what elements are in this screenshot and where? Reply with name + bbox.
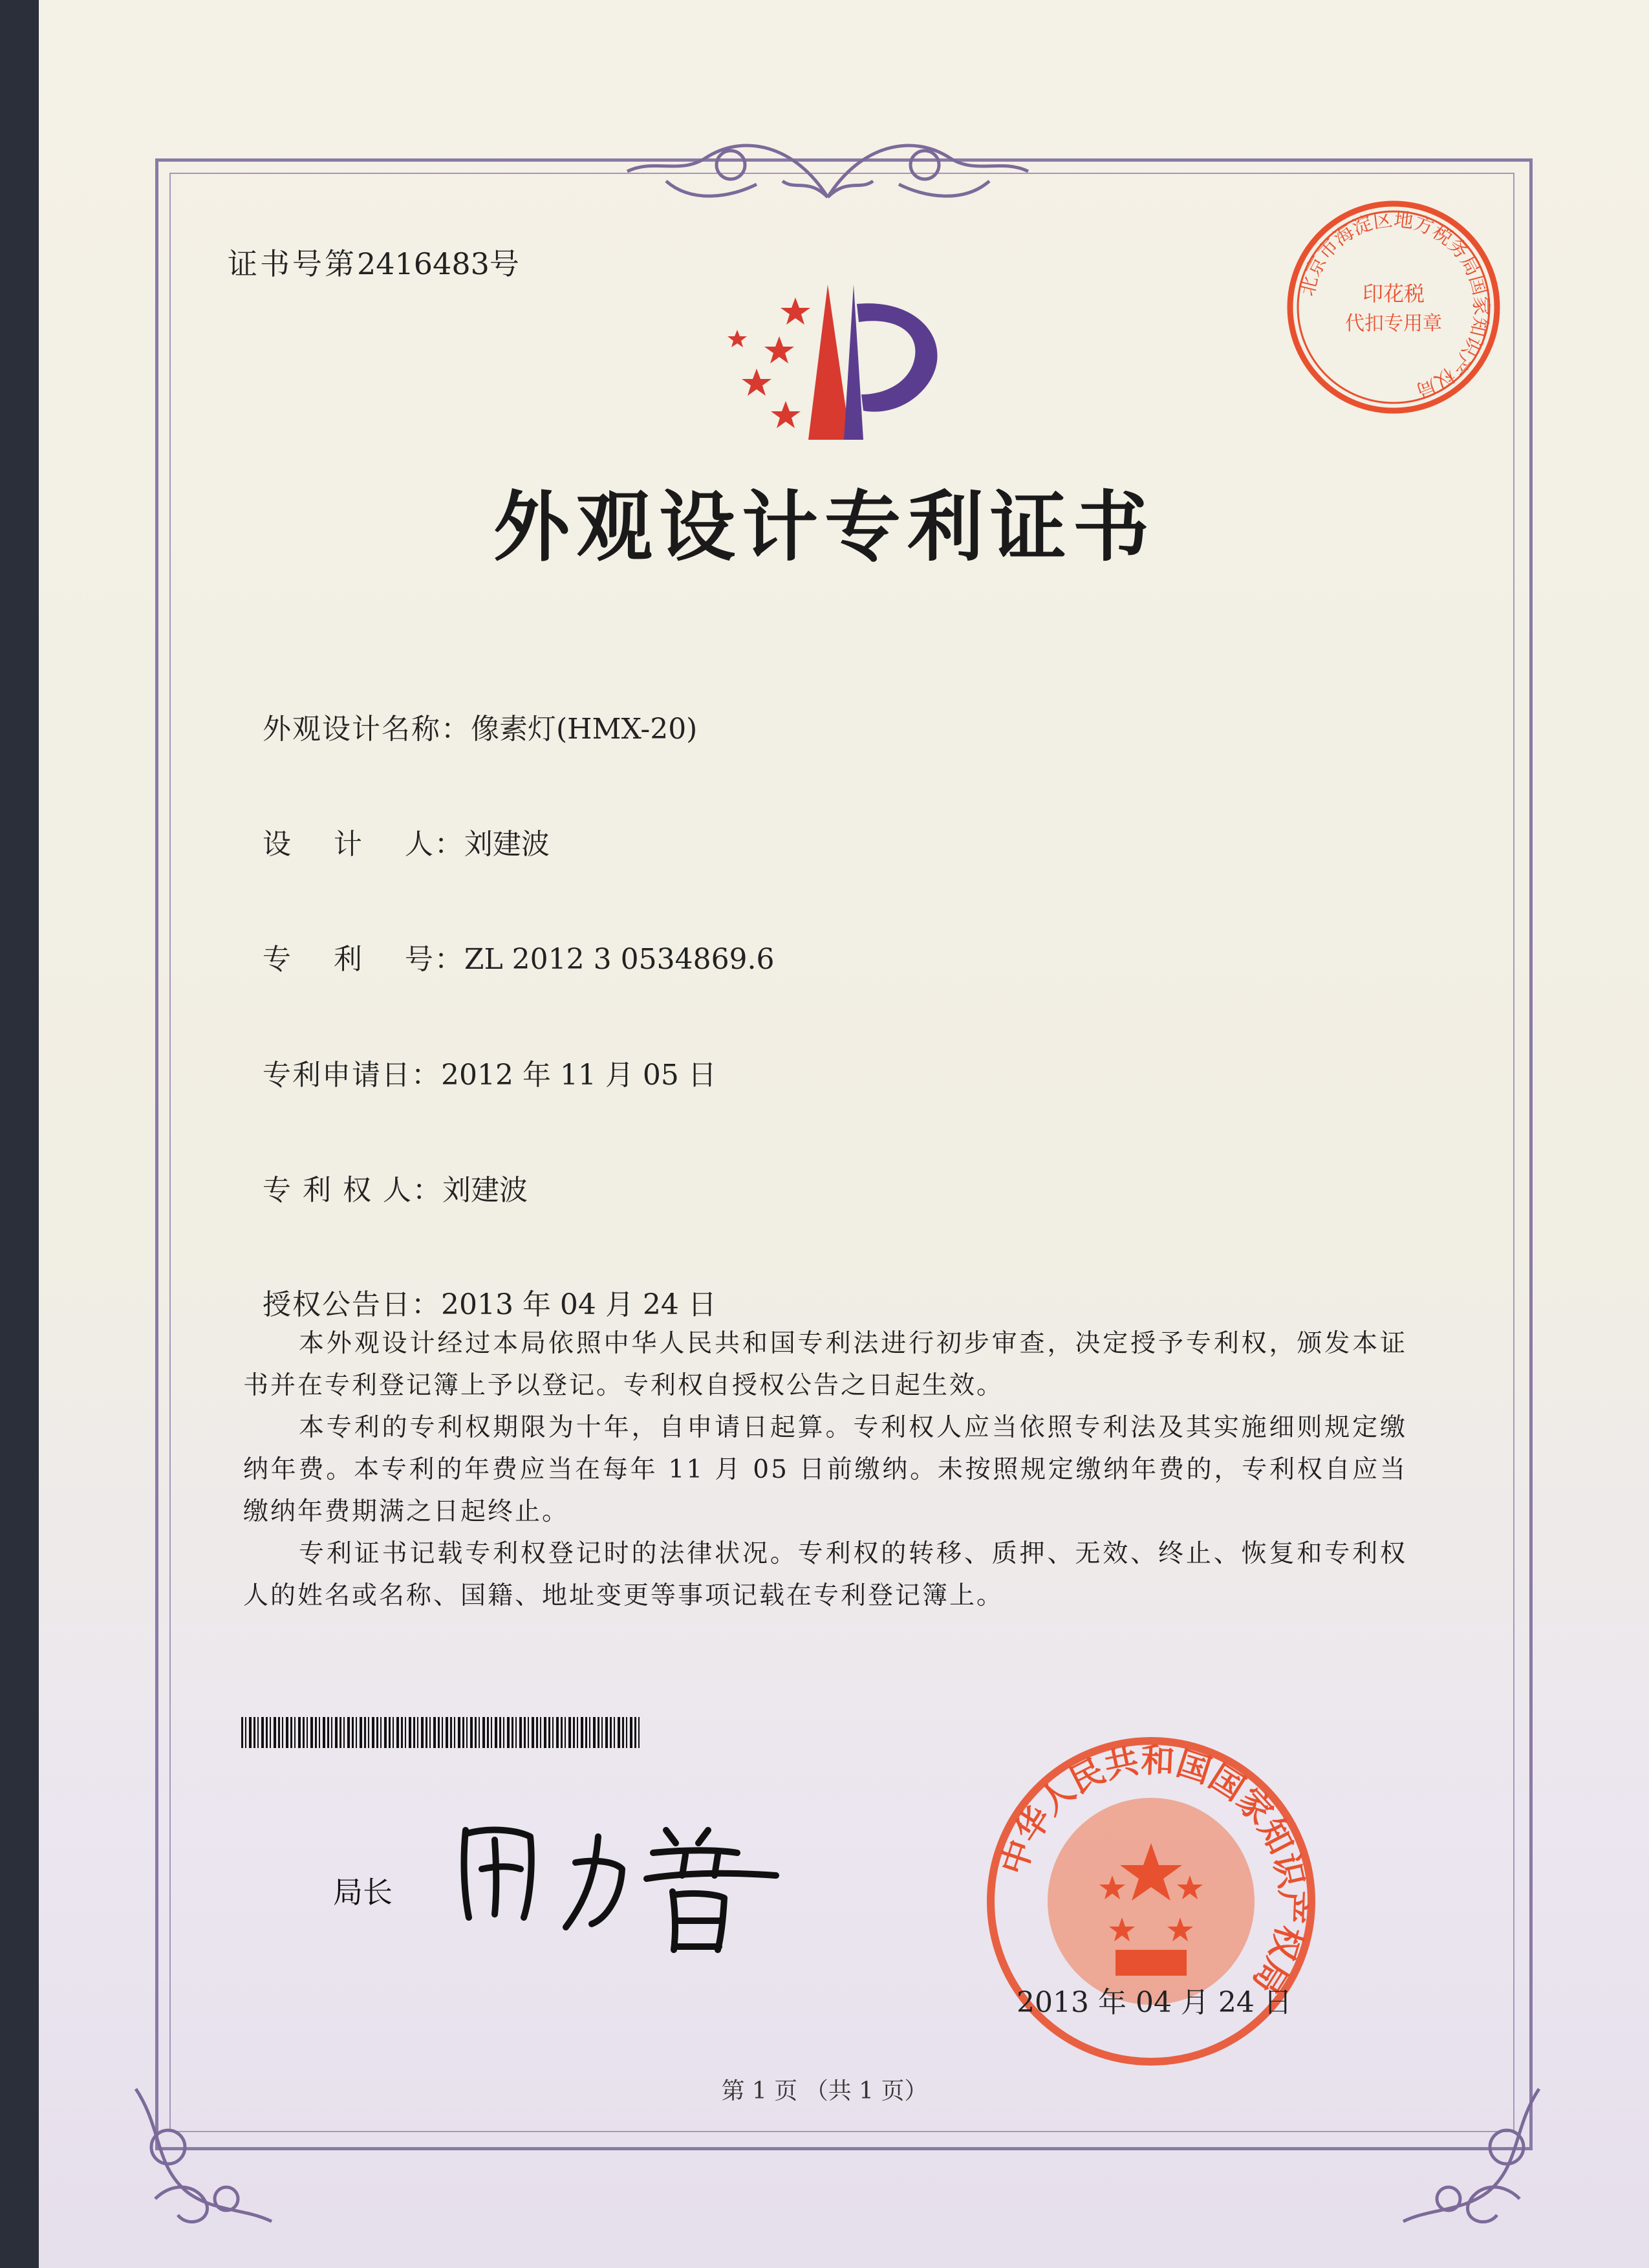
body-paragraph-3: 专利证书记载专利权登记时的法律状况。专利权的转移、质押、无效、终止、恢复和专利权人的姓名或名称、国籍、地址变更等事项记载在专利登记簿上。 bbox=[243, 1539, 1407, 1610]
patentee-label: 专 利 权 人： bbox=[262, 1174, 442, 1207]
field-filing-date bbox=[244, 1019, 717, 1093]
announcement-date-value: 2013 年 04 月 24 日 bbox=[440, 1288, 717, 1321]
barcode bbox=[241, 1717, 642, 1748]
page-indicator: 第 1 页 （共 1 页） bbox=[721, 2078, 928, 2104]
cert-number-label: 证书号第 bbox=[228, 246, 357, 281]
issue-date: 2013 年 04 月 24 日 bbox=[1017, 1986, 1292, 2019]
certificate-title: 外观设计专利证书 bbox=[493, 482, 1156, 572]
field-designer bbox=[244, 788, 550, 862]
small-seal-line2: 代扣专用章 bbox=[1345, 312, 1442, 335]
tax-stamp-seal bbox=[1284, 197, 1503, 417]
design-name-value: 像素灯(HMX-20) bbox=[470, 713, 698, 746]
small-seal-ring-text: 北京市海淀区地方税务局国家知识产权局 bbox=[1295, 208, 1493, 402]
field-patentee bbox=[244, 1134, 528, 1208]
field-design-name bbox=[244, 673, 697, 747]
certificate-number bbox=[228, 241, 522, 283]
filing-date-label: 专利申请日： bbox=[262, 1059, 441, 1092]
cert-number-value: 2416483 bbox=[357, 246, 490, 281]
patent-number-value: ZL 2012 3 0534869.6 bbox=[464, 943, 775, 976]
body-paragraph-2: 本专利的专利权期限为十年，自申请日起算。专利权人应当依照专利法及其实施细则规定缴纳年费。本专利的年费应当在每年 11 月 05 日前缴纳。未按照规定缴纳年费的，专利权自应当缴纳年费期满之日起终止。 bbox=[243, 1413, 1407, 1526]
certificate-body bbox=[243, 1323, 1407, 1617]
small-seal-line1: 印花税 bbox=[1362, 281, 1425, 306]
patent-number-label: 专 利 号： bbox=[262, 943, 464, 976]
big-seal-ring-text: 中华人民共和国国家知识产权局 bbox=[994, 1741, 1311, 2001]
body-paragraph-1: 本外观设计经过本局依照中华人民共和国专利法进行初步审查，决定授予专利权，颁发本证书并在专利登记簿上予以登记。专利权自授权公告之日起生效。 bbox=[243, 1329, 1407, 1400]
director-signature bbox=[453, 1804, 789, 1960]
patentee-value: 刘建波 bbox=[442, 1174, 528, 1207]
director-label: 局长 bbox=[333, 1875, 393, 1910]
patent-office-logo bbox=[718, 278, 964, 453]
field-announcement-date bbox=[244, 1248, 717, 1323]
designer-value: 刘建波 bbox=[464, 828, 550, 861]
cert-number-suffix: 号 bbox=[489, 246, 522, 281]
filing-date-value: 2012 年 11 月 05 日 bbox=[440, 1059, 717, 1092]
announcement-date-label: 授权公告日： bbox=[262, 1288, 441, 1321]
designer-label: 设 计 人： bbox=[262, 828, 464, 861]
design-name-label: 外观设计名称： bbox=[262, 713, 471, 746]
top-ornament bbox=[601, 120, 1054, 217]
field-patent-number bbox=[244, 903, 775, 977]
